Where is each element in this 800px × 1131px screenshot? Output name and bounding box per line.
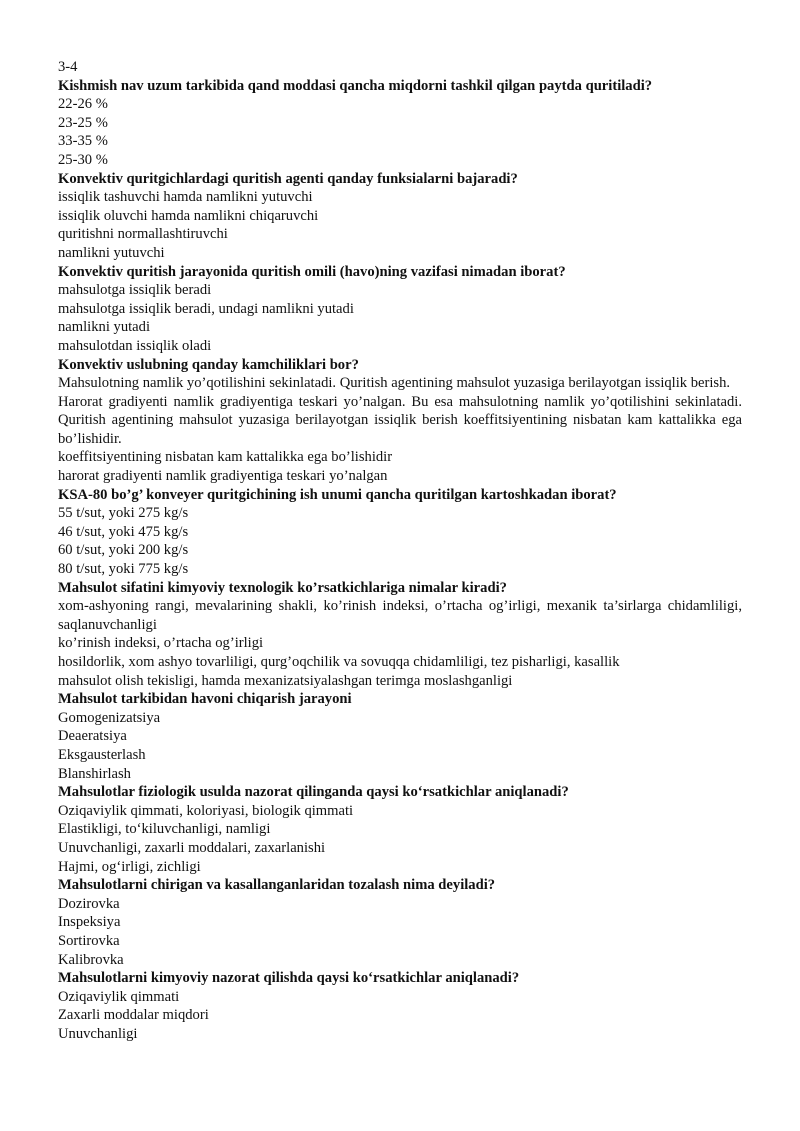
answer-7-2: Deaeratsiya [58,728,127,745]
answer-4-1: Mahsulotning namlik yo’qotilishini sekinlatadi. Quritish agentining mahsulot yuzasiga berilayotgan issiqlik berish. [58,375,731,392]
answer-3-3: namlikni yutadi [58,319,151,336]
answer-5-4: 80 t/sut, yoki 775 kg/s [58,561,189,578]
answer-3-1: mahsulotga issiqlik beradi [58,282,212,299]
answer-5-2: 46 t/sut, yoki 475 kg/s [58,523,189,540]
answer-10-3: Unuvchanligi [58,1025,138,1042]
question-9: Mahsulotlarni chirigan va kasallanganlaridan tozalash nima deyiladi? [58,877,496,894]
answer-8-2: Elastikligi, to‘kiluvchanligi, namligi [58,821,271,838]
answer-2-2: issiqlik oluvchi hamda namlikni chiqaruvchi [58,207,319,224]
answer-7-4: Blanshirlash [58,765,131,782]
answer-9-4: Kalibrovka [58,951,124,968]
answer-8-3: Unuvchanligi, zaxarli moddalari, zaxarlanishi [58,839,326,856]
question-6: Mahsulot sifatini kimyoviy texnologik ko’rsatkichlariga nimalar kiradi? [58,579,507,596]
answer-8-1: Oziqaviylik qimmati, koloriyasi, biologik qimmati [58,802,354,819]
answer-5-1: 55 t/sut, yoki 275 kg/s [58,505,189,522]
answer-6-3: hosildorlik, xom ashyo tovarliligi, qurg’oqchilik va sovuqqa chidamliligi, tez pisharligi, kasallik [58,654,620,670]
question-10: Mahsulotlarni kimyoviy nazorat qilishda qaysi ko‘rsatkichlar aniqlanadi? [58,970,520,987]
answer-1-4: 25-30 % [58,151,108,168]
answer-5-3: 60 t/sut, yoki 200 kg/s [58,542,189,559]
answer-2-3: quritishni normallashtiruvchi [58,226,228,243]
question-8: Mahsulotlar fiziologik usulda nazorat qilinganda qaysi ko‘rsatkichlar aniqlanadi? [58,784,569,801]
answer-10-1: Oziqaviylik qimmati [58,988,180,1005]
answer-1-2: 23-25 % [58,114,108,131]
answer-9-2: Inspeksiya [58,914,121,931]
question-1: Kishmish nav uzum tarkibida qand moddasi qancha miqdorni tashkil qilgan paytda quritiladi? [58,77,653,94]
answer-9-3: Sortirovka [58,932,120,949]
answer-4-3: koeffitsiyentining nisbatan kam kattalikka ega bo’lishidir [58,449,393,466]
question-3: Konvektiv quritish jarayonida quritish omili (havo)ning vazifasi nimadan iborat? [58,263,566,280]
answer-6-4: mahsulot olish tekisligi, hamda mexanizatsiyalashgan terimga moslashganligi [58,672,513,689]
answer-10-2: Zaxarli moddalar miqdori [58,1007,209,1024]
answer-2-4: namlikni yutuvchi [58,244,165,261]
answer-7-1: Gomogenizatsiya [58,709,161,726]
question-7: Mahsulot tarkibidan havoni chiqarish jarayoni [58,691,352,708]
answer-4-4: harorat gradiyenti namlik gradiyentiga teskari yo’nalgan [58,468,388,485]
answer-1-1: 22-26 % [58,96,108,113]
question-4: Konvektiv uslubning qanday kamchiliklari bor? [58,356,359,373]
answer-9-1: Dozirovka [58,895,120,912]
answer-6-2: ko’rinish indeksi, o’rtacha og’irligi [58,635,264,652]
answer-1-3: 33-35 % [58,133,108,150]
question-2: Konvektiv quritgichlardagi quritish agenti qanday funksialarni bajaradi? [58,170,518,187]
question-5: KSA-80 bo’g’ konveyer quritgichining ish unumi qancha quritilgan kartoshkadan iborat? [58,486,617,503]
answer-7-3: Eksgausterlash [58,746,146,763]
answer-4-2: Harorat gradiyenti namlik gradiyentiga teskari yo’nalgan. Bu esa mahsulotning namlik yo’qotilishini sekinlatadi. Quritish agentining mahsulot yuzasiga berilayotgan issiqlik berish koeffitsiyentining nisbatan kam kattalikka ega bo’lishidir. [58,393,742,447]
answer-2-1: issiqlik tashuvchi hamda namlikni yutuvchi [58,189,313,206]
answer-8-4: Hajmi, og‘irligi, zichligi [58,858,201,875]
page-label: 3-4 [58,59,78,75]
answer-6-1: xom-ashyoning rangi, mevalarining shakli, ko’rinish indeksi, o’rtacha og’irligi, mexanik ta’sirlarga chidamliligi, saqlanuvchanligi [58,598,742,633]
answer-3-2: mahsulotga issiqlik beradi, undagi namlikni yutadi [58,300,354,317]
document-page [58,58,742,1043]
answer-3-4: mahsulotdan issiqlik oladi [58,337,212,354]
